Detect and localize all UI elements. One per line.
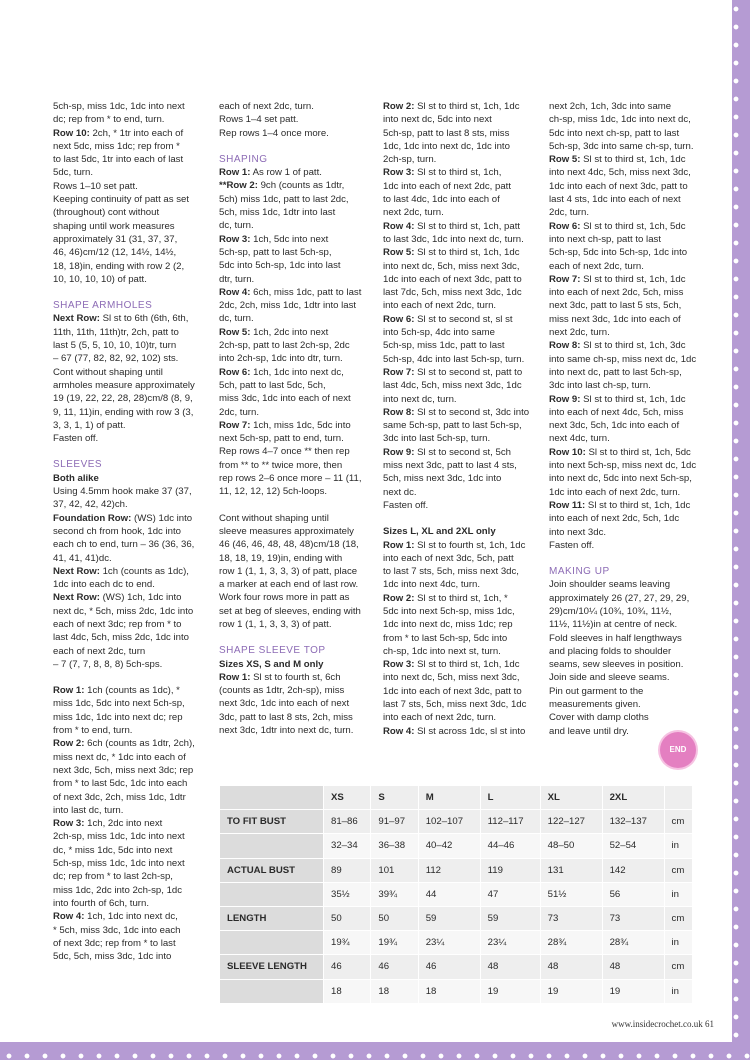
table-cell: 112–117 xyxy=(480,810,540,834)
row-label: Row 3: xyxy=(53,818,85,830)
row-label: Row 4: xyxy=(53,911,85,923)
row-text: Sl st to third st, 1ch, 1dc into each of next 2dc, patt to last 4dc, 1dc into each of next 2dc, turn. xyxy=(383,167,512,219)
unit-cell: cm xyxy=(664,858,692,882)
subheading: Both alike xyxy=(53,472,99,484)
row-label: Row 6: xyxy=(383,313,415,325)
table-row xyxy=(220,906,693,930)
pattern-row xyxy=(53,684,208,737)
decorative-border-right xyxy=(732,0,750,1060)
table-cell: 50 xyxy=(371,906,418,930)
table-cell: 46 xyxy=(418,955,480,979)
row-label: Row 7: xyxy=(219,419,251,431)
unit-cell: cm xyxy=(664,906,692,930)
row-text: Sl st to third st, 1ch, 1dc into each of next 2dc, 5ch, 1dc into next 3dc. Fasten off. xyxy=(549,499,691,551)
pattern-row xyxy=(383,725,538,738)
paragraph: Rows 1–10 set patt. Keeping continuity of patt as set (throughout) cont without shaping until work measures approximately 31 (31, 37, 37, 46, 46)cm/12 (12, 14½, 14½, 18, 18)in, ending with row 2 (2, 10, 10, 10, 10) of patt. xyxy=(53,180,189,285)
section-heading-sleeves: SLEEVES xyxy=(53,459,103,471)
table-row xyxy=(220,810,693,834)
table-row xyxy=(220,858,693,882)
table-cell: 101 xyxy=(371,858,418,882)
section-heading-shape-sleeve-top: SHAPE SLEEVE TOP xyxy=(219,645,326,657)
row-text: Sl st to third st, 1ch, 1dc into each of next 2dc, 5ch, miss next 3dc, patt to last 5 sts, 5ch, miss next 3dc, 1dc into each of next 2dc, turn. xyxy=(549,273,686,339)
row-text: Sl st to fourth st, 6ch (counts as 1dtr, 2ch-sp), miss next 3dc, 1dc into each of next 3dc, patt to last 8 sts, 2ch, miss next 3dc, 1dtr into next dc, turn. xyxy=(219,671,354,737)
text-column-1 xyxy=(53,100,208,963)
row-text: 6ch, miss 1dc, patt to last 2dc, 2ch, miss 1dc, 1dtr into last dc, turn. xyxy=(219,286,362,325)
table-cell: 46 xyxy=(324,955,371,979)
pattern-row xyxy=(383,166,538,219)
row-label: Row 1: xyxy=(219,671,251,683)
column-header: L xyxy=(480,786,540,810)
row-text: 1ch (counts as 1dc), * miss 1dc, 5dc into next 5ch-sp, miss 1dc, 1dc into next dc; rep from * to end, turn. xyxy=(53,685,185,737)
pattern-row xyxy=(549,220,704,273)
paragraph: Using 4.5mm hook make 37 (37, 37, 42, 42, 42)ch. xyxy=(53,486,192,511)
table-cell: 48–50 xyxy=(540,834,602,858)
table-cell: 48 xyxy=(480,955,540,979)
row-label: LENGTH xyxy=(220,906,324,930)
row-label: Row 2: xyxy=(53,738,85,750)
table-cell: 73 xyxy=(540,906,602,930)
table-cell: 28¾ xyxy=(540,931,602,955)
row-text: 1ch, miss 1dc, 5dc into next 5ch-sp, patt to end, turn. Rep rows 4–7 once ** then rep from ** to ** twice more, then rep rows 2–6 once more – 11 (11, 11, 12, 12, 12) 5ch-loops. xyxy=(219,419,362,498)
pattern-row xyxy=(219,233,374,286)
row-label: Row 8: xyxy=(549,340,581,352)
row-label: Row 4: xyxy=(383,220,415,232)
row-label: Next Row: xyxy=(53,592,100,604)
row-label: Row 3: xyxy=(383,659,415,671)
row-text: Sl st to third st, 1ch, 1dc into each of next 4dc, 5ch, miss next 3dc, 5ch, 1dc into each of next 4dc, turn. xyxy=(549,393,686,445)
row-text: Sl st to third st, 1ch, 1dc into next 4dc, 5ch, miss next 3dc, 1dc into each of next 3dc, patt to last 4 sts, 1dc into each of next 2dc, turn. xyxy=(549,154,691,219)
row-label: Row 3: xyxy=(219,233,251,245)
pattern-row xyxy=(219,419,374,499)
pattern-row xyxy=(219,671,374,737)
table-cell: 91–97 xyxy=(371,810,418,834)
unit-cell: in xyxy=(664,979,692,1003)
column-header: M xyxy=(418,786,480,810)
column-header: XS xyxy=(324,786,371,810)
pattern-row xyxy=(549,446,704,499)
pattern-row xyxy=(53,565,208,592)
table-row xyxy=(220,931,693,955)
table-cell: 18 xyxy=(371,979,418,1003)
table-cell: 51½ xyxy=(540,882,602,906)
table-cell: 19¾ xyxy=(371,931,418,955)
row-label: Row 10: xyxy=(549,446,586,458)
row-text: 1ch, 2dc into next 2ch-sp, patt to last 2ch-sp, 2dc into 2ch-sp, 1dc into dtr, turn. xyxy=(219,326,350,365)
table-cell: 32–34 xyxy=(324,834,371,858)
row-text: Sl st to third st, 1ch, 1dc into next dc, 5ch, miss next 3dc, 1dc into each of next 3dc, patt to last 7 sts, 5ch, miss next 3dc, 1dc into each of next 2dc, turn. xyxy=(383,659,527,724)
pattern-row xyxy=(383,366,538,406)
pattern-row xyxy=(383,246,538,312)
row-label: Row 1: xyxy=(53,685,85,697)
end-badge: END xyxy=(660,732,696,768)
pattern-row xyxy=(549,339,704,392)
row-label: Row 1: xyxy=(383,539,415,551)
row-label: Row 5: xyxy=(219,326,251,338)
section-heading-shape-armholes: SHAPE ARMHOLES xyxy=(53,300,153,312)
row-label: Row 3: xyxy=(383,167,415,179)
paragraph: each of next 2dc, turn. Rows 1–4 set patt. Rep rows 1–4 once more. xyxy=(219,101,329,139)
column-header: XL xyxy=(540,786,602,810)
pattern-row xyxy=(549,273,704,339)
table-cell: 39¾ xyxy=(371,882,418,906)
row-text: Sl st to third st, 1ch, 1dc into next dc, 5dc into next 5ch-sp, patt to last 8 sts, miss 1dc, 1dc into next dc, 1dc into 2ch-sp, turn. xyxy=(383,101,520,166)
column-header: S xyxy=(371,786,418,810)
pattern-row xyxy=(549,393,704,446)
table-cell: 35½ xyxy=(324,882,371,906)
table-cell: 81–86 xyxy=(324,810,371,834)
table-cell: 19 xyxy=(540,979,602,1003)
row-text: 1ch, 2dc into next 2ch-sp, miss 1dc, 1dc into next dc, * miss 1dc, 5dc into next 5ch-sp, miss 1dc, 1dc into next dc; rep from * to last 2ch-sp, miss 1dc, 2dc into 2ch-sp, 1dc into fourth of 6ch, turn. xyxy=(53,818,185,909)
row-label: **Row 2: xyxy=(219,180,258,192)
unit-cell: in xyxy=(664,882,692,906)
row-text: 2ch, * 1tr into each of next 5dc, miss 1dc; rep from * to last 5dc, 1tr into each of last 5dc, turn. xyxy=(53,127,184,179)
row-text: Sl st to third st, 1ch, 5dc into next ch-sp, patt to last 5ch-sp, 5dc into 5ch-sp, 1dc into each of next 2dc, turn. xyxy=(549,220,688,272)
table-cell: 112 xyxy=(418,858,480,882)
row-label: Row 10: xyxy=(53,127,90,139)
table-cell: 122–127 xyxy=(540,810,602,834)
row-text: 1ch, 1dc into next dc, 5ch, patt to last 5dc, 5ch, miss 3dc, 1dc into each of next 2dc, turn. xyxy=(219,366,351,418)
row-text: Sl st to second st, patt to last 4dc, 5ch, miss next 3dc, 1dc into next dc, turn. xyxy=(383,366,523,405)
row-text: Sl st to second st, 5ch miss next 3dc, patt to last 4 sts, 5ch, miss next 3dc, 1dc into next dc. Fasten off. xyxy=(383,446,517,511)
paragraph: next 2ch, 1ch, 3dc into same ch-sp, miss 1dc, 1dc into next dc, 5dc into next ch-sp, patt to last 5ch-sp, 3dc into same ch-sp, turn. xyxy=(549,101,694,152)
pattern-row xyxy=(53,910,208,963)
table-cell: 52–54 xyxy=(602,834,664,858)
table-cell: 36–38 xyxy=(371,834,418,858)
row-text: 6ch (counts as 1dtr, 2ch), miss next dc, * 1dc into each of next 3dc, 5ch, miss next 3dc; rep from * to last 5dc, 1dc into each of next 3dc, 2ch, miss 1dc, 1dtr into last dc, turn. xyxy=(53,738,195,816)
unit-cell: in xyxy=(664,931,692,955)
row-label: ACTUAL BUST xyxy=(220,858,324,882)
paragraph: Join shoulder seams leaving approximately 26 (27, 27, 29, 29, 29)cm/10¼ (10¾, 10¾, 11½, 11½, 11½)in at centre of neck. Fold sleeves in half lengthways and placing folds to shoulder seams, sew sleeves in position. Join side and sleeve seams. Pin out garment to the measurements given. Cover with damp cloths and leave until dry. xyxy=(549,579,690,737)
size-table xyxy=(219,785,693,1004)
subheading: Sizes L, XL and 2XL only xyxy=(383,526,496,538)
row-label: Row 4: xyxy=(219,286,251,298)
row-text: Sl st to third st, 1ch, 1dc into next dc, 5ch, miss next 3dc, 1dc into each of next 3dc, patt to last 7dc, 5ch, miss next 3dc, 1dc into each of next 2dc, turn. xyxy=(383,247,522,312)
table-cell: 50 xyxy=(324,906,371,930)
page-footer xyxy=(612,1019,714,1029)
table-cell: 59 xyxy=(480,906,540,930)
text-column-2 xyxy=(219,100,374,737)
pattern-row xyxy=(219,166,374,179)
row-label: Next Row: xyxy=(53,565,100,577)
table-cell: 19 xyxy=(480,979,540,1003)
row-text: (WS) 1dc into second ch from hook, 1dc into each ch to end, turn – 36 (36, 36, 41, 41, 41)dc. xyxy=(53,512,195,564)
row-label: Next Row: xyxy=(53,313,100,325)
row-label: Row 5: xyxy=(549,154,581,166)
subheading: Sizes XS, S and M only xyxy=(219,658,324,670)
row-label: TO FIT BUST xyxy=(220,810,324,834)
pattern-row xyxy=(383,539,538,592)
section-heading-making-up: MAKING UP xyxy=(549,566,610,578)
paragraph: 5ch-sp, miss 1dc, 1dc into next dc; rep from * to end, turn. xyxy=(53,101,185,126)
row-text: As row 1 of patt. xyxy=(250,167,322,179)
table-cell: 142 xyxy=(602,858,664,882)
table-cell: 59 xyxy=(418,906,480,930)
unit-cell: in xyxy=(664,834,692,858)
pattern-row xyxy=(383,446,538,512)
table-cell: 44 xyxy=(418,882,480,906)
pattern-row xyxy=(219,179,374,232)
row-label: Row 2: xyxy=(383,101,415,112)
pattern-row xyxy=(219,286,374,326)
row-text: Sl st to third st, 1ch, * 5dc into next 5ch-sp, miss 1dc, 1dc into next dc, miss 1dc; rep from * to last 5ch-sp, 5dc into ch-sp, 1dc into next st, turn. xyxy=(383,592,515,657)
pattern-row xyxy=(53,817,208,910)
table-cell: 46 xyxy=(371,955,418,979)
row-text: Sl st to second st, 3dc into same 5ch-sp, patt to last 5ch-sp, 3dc into last 5ch-sp, turn. xyxy=(383,406,530,445)
pattern-row xyxy=(383,100,538,166)
table-cell: 18 xyxy=(418,979,480,1003)
row-label: SLEEVE LENGTH xyxy=(220,955,324,979)
table-row xyxy=(220,955,693,979)
pattern-row xyxy=(383,658,538,724)
pattern-row xyxy=(549,499,704,552)
row-text: Sl st to 6th (6th, 6th, 11th, 11th, 11th)tr, 2ch, patt to last 5 (5, 5, 10, 10, 10)tr, turn – 67 (77, 82, 82, 92, 102) sts. Cont without shaping until armholes measure approximately 19 (19, 22, 22, 28, 28)cm/8 (8, 9, 9, 11, 11)in, ending with row 3 (3, 3, 3, 1, 1) of patt. Fasten off. xyxy=(53,313,195,445)
row-label: Row 7: xyxy=(549,273,581,285)
pattern-row xyxy=(383,220,538,247)
table-cell: 19¾ xyxy=(324,931,371,955)
row-label: Row 9: xyxy=(549,393,581,405)
text-column-4 xyxy=(549,100,704,738)
section-heading-shaping: SHAPING xyxy=(219,153,268,165)
row-text: 1ch (counts as 1dc), 1dc into each dc to end. xyxy=(53,565,189,591)
pattern-row xyxy=(53,591,208,671)
row-label: Row 7: xyxy=(383,366,415,378)
row-label: Row 11: xyxy=(549,499,586,511)
unit-cell: cm xyxy=(664,955,692,979)
pattern-row xyxy=(53,737,208,817)
row-text: Sl st to third st, 1ch, 5dc into next 5ch-sp, miss next dc, 1dc into next dc, 5dc into next 5ch-sp, 1dc into each of next 2dc, turn. xyxy=(549,446,697,498)
row-text: Sl st to second st, sl st into 5ch-sp, 4dc into same 5ch-sp, miss 1dc, patt to last 5ch-sp, 4dc into last 5ch-sp, turn. xyxy=(383,313,525,365)
row-text: Sl st to third st, 1ch, patt to last 3dc, 1dc into next dc, turn. xyxy=(383,220,524,245)
table-cell: 23¼ xyxy=(480,931,540,955)
table-cell: 48 xyxy=(602,955,664,979)
pattern-row xyxy=(549,153,704,219)
pattern-row xyxy=(383,406,538,446)
row-label: Foundation Row: xyxy=(53,512,132,524)
decorative-border-bottom xyxy=(0,1042,750,1060)
table-cell: 73 xyxy=(602,906,664,930)
row-label: Row 9: xyxy=(383,446,415,458)
table-cell: 119 xyxy=(480,858,540,882)
row-label: Row 5: xyxy=(383,247,415,259)
table-cell: 56 xyxy=(602,882,664,906)
table-cell: 40–42 xyxy=(418,834,480,858)
row-text: (WS) 1ch, 1dc into next dc, * 5ch, miss 2dc, 1dc into each of next 3dc; rep from * to last 4dc, 5ch, miss 2dc, 1dc into each of next 2dc, turn – 7 (7, 7, 8, 8, 8) 5ch-sps. xyxy=(53,592,194,670)
column-header: 2XL xyxy=(602,786,664,810)
table-row xyxy=(220,834,693,858)
row-label: Row 1: xyxy=(219,167,251,179)
table-cell: 132–137 xyxy=(602,810,664,834)
row-text: 1ch, 5dc into next 5ch-sp, patt to last 5ch-sp, 5dc into 5ch-sp, 1dc into last dtr, turn. xyxy=(219,233,341,285)
row-label: Row 8: xyxy=(383,406,415,418)
row-label: Row 6: xyxy=(549,220,581,232)
table-cell: 89 xyxy=(324,858,371,882)
paragraph: Cont without shaping until sleeve measures approximately 46 (46, 46, 48, 48, 48)cm/18 (18, 18, 18, 19, 19)in, ending with row 1 (1, 1, 3, 3, 3) of patt, place a marker at each end of last row. Work four rows more in patt as set at beg of sleeves, ending with row 1 (1, 1, 3, 3, 3) of patt. xyxy=(219,512,361,630)
row-text: Sl st across 1dc, sl st into xyxy=(414,725,526,737)
pattern-row xyxy=(53,127,208,180)
table-cell: 19 xyxy=(602,979,664,1003)
table-row xyxy=(220,979,693,1003)
pattern-row xyxy=(219,366,374,419)
page-number: 61 xyxy=(705,1019,714,1029)
row-label: Row 4: xyxy=(383,725,415,737)
pattern-row xyxy=(219,326,374,366)
table-header-row xyxy=(220,786,693,810)
row-label: Row 6: xyxy=(219,366,251,378)
pattern-row xyxy=(383,592,538,658)
table-cell: 28¾ xyxy=(602,931,664,955)
row-text: 1ch, 1dc into next dc, * 5ch, miss 3dc, 1dc into each of next 3dc; rep from * to last 5dc, 5ch, miss 3dc, 1dc into xyxy=(53,911,181,963)
table-cell: 102–107 xyxy=(418,810,480,834)
row-text: Sl st to third st, 1ch, 3dc into same ch-sp, miss next dc, 1dc into next dc, patt to last 5ch-sp, 3dc into last ch-sp, turn. xyxy=(549,340,697,392)
pattern-row xyxy=(53,312,208,445)
table-cell: 131 xyxy=(540,858,602,882)
table-cell: 18 xyxy=(324,979,371,1003)
unit-cell: cm xyxy=(664,810,692,834)
pattern-row xyxy=(383,313,538,366)
row-text: 9ch (counts as 1dtr, 5ch) miss 1dc, patt to last 2dc, 5ch, miss 1dc, 1dtr into last dc, turn. xyxy=(219,180,349,232)
row-label: Row 2: xyxy=(383,592,415,604)
pattern-row xyxy=(53,512,208,565)
website-url: www.insidecrochet.co.uk xyxy=(611,1019,703,1029)
table-cell: 23¼ xyxy=(418,931,480,955)
text-column-3 xyxy=(383,100,538,738)
table-row xyxy=(220,882,693,906)
row-text: Sl st to fourth st, 1ch, 1dc into each of next 3dc, 5ch, patt to last 7 sts, 5ch, miss next 3dc, 1dc into next 4dc, turn. xyxy=(383,539,526,591)
table-cell: 44–46 xyxy=(480,834,540,858)
table-cell: 48 xyxy=(540,955,602,979)
table-cell: 47 xyxy=(480,882,540,906)
